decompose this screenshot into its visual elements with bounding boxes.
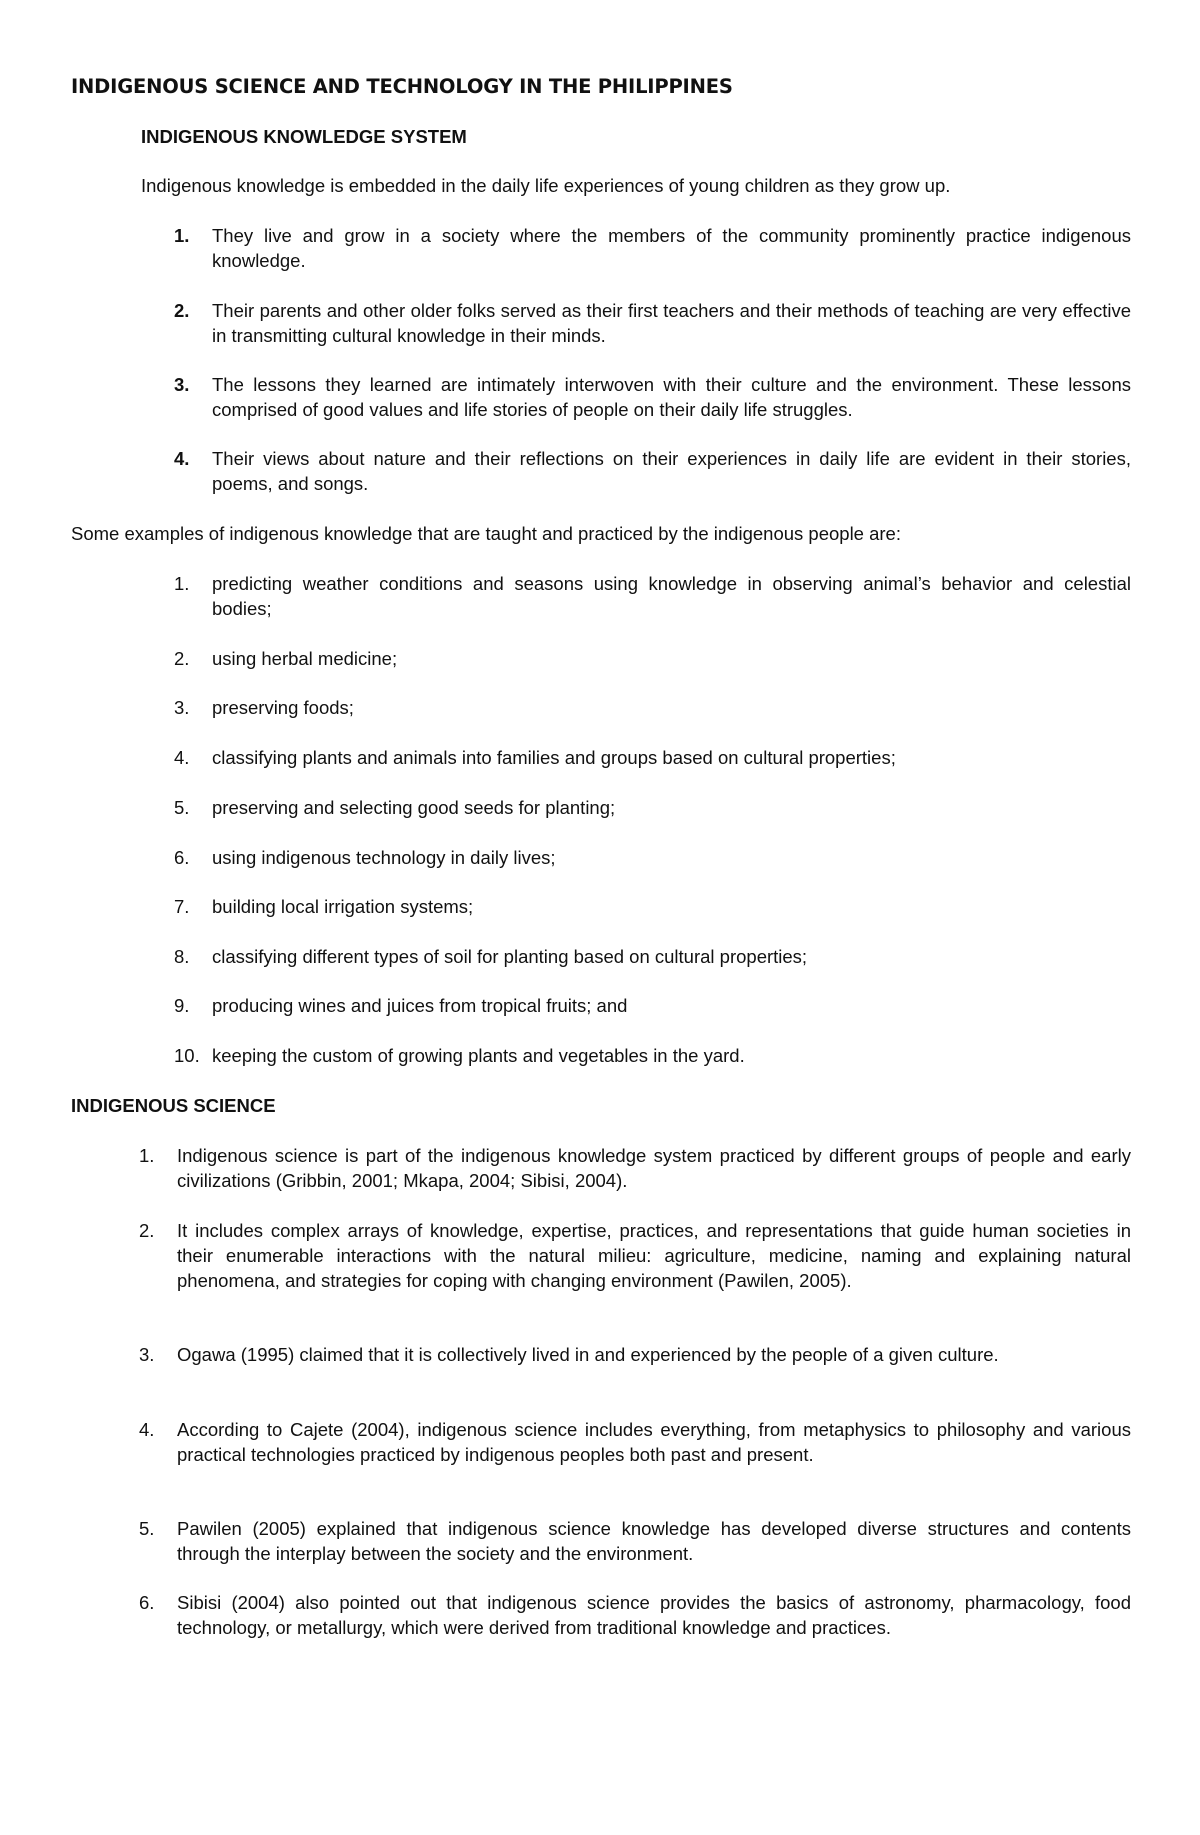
list-text: preserving foods; (212, 697, 354, 718)
list-item (174, 695, 1131, 720)
list-number: 8. (174, 946, 190, 967)
list-text: The lessons they learned are intimately interwoven with their culture and the environment. These lessons comprised of good values and life stories of people on their daily life struggles. (212, 374, 1131, 420)
list-item (174, 372, 1131, 422)
list-number: 2. (174, 648, 190, 669)
list-text: Their views about nature and their reflections on their experiences in daily life are evident in their stories, poems, and songs. (212, 448, 1131, 494)
list-text: They live and grow in a society where the members of the community prominently practice indigenous knowledge. (212, 225, 1131, 271)
document-title: INDIGENOUS SCIENCE AND TECHNOLOGY IN THE PHILIPPINES (71, 75, 733, 98)
list-item (174, 446, 1131, 496)
list-item (139, 1143, 1131, 1193)
list-text: Ogawa (1995) claimed that it is collectively lived in and experienced by the people of a given culture. (177, 1344, 999, 1365)
list-number: 2. (174, 300, 190, 321)
list-number: 2. (139, 1220, 155, 1241)
list-number: 4. (174, 747, 190, 768)
list-text: keeping the custom of growing plants and vegetables in the yard. (212, 1045, 745, 1066)
list-number: 3. (139, 1344, 155, 1365)
section-intro: Indigenous knowledge is embedded in the daily life experiences of young children as they grow up. (141, 175, 951, 196)
list-text: building local irrigation systems; (212, 896, 474, 917)
list-text: classifying plants and animals into families and groups based on cultural properties; (212, 747, 896, 768)
list-text: Indigenous science is part of the indigenous knowledge system practiced by different groups of people and early civilizations (Gribbin, 2001; Mkapa, 2004; Sibisi, 2004). (177, 1145, 1131, 1191)
list-item (174, 1043, 1131, 1068)
list-text: preserving and selecting good seeds for planting; (212, 797, 616, 818)
list-text: classifying different types of soil for planting based on cultural properties; (212, 946, 808, 967)
list-number: 4. (139, 1419, 155, 1440)
list-text: using herbal medicine; (212, 648, 398, 669)
list-item (174, 993, 1131, 1018)
list-number: 1. (139, 1145, 155, 1166)
list-number: 1. (174, 573, 190, 594)
list-number: 3. (174, 374, 190, 395)
list-number: 6. (139, 1592, 155, 1613)
list-item (174, 646, 1131, 671)
list-text: predicting weather conditions and seasons using knowledge in observing animal’s behavior and celestial bodies; (212, 573, 1131, 619)
list-item (174, 223, 1131, 273)
list-item (174, 571, 1131, 621)
list-item (139, 1342, 1131, 1367)
list-text: According to Cajete (2004), indigenous science includes everything, from metaphysics to philosophy and various practical technologies practiced by indigenous peoples both past and present. (177, 1419, 1131, 1465)
list-item (139, 1417, 1131, 1467)
list-item (174, 944, 1131, 969)
list-item (174, 894, 1131, 919)
list-number: 5. (174, 797, 190, 818)
list-item (174, 298, 1131, 348)
examples-intro: Some examples of indigenous knowledge that are taught and practiced by the indigenous people are: (71, 523, 901, 544)
list-item (139, 1516, 1131, 1566)
list-text: Their parents and other older folks served as their first teachers and their methods of teaching are very effective in transmitting cultural knowledge in their minds. (212, 300, 1131, 346)
list-number: 9. (174, 995, 190, 1016)
list-text: Pawilen (2005) explained that indigenous science knowledge has developed diverse structures and contents through the interplay between the society and the environment. (177, 1518, 1131, 1564)
list-text: using indigenous technology in daily lives; (212, 847, 556, 868)
list-number: 10. (174, 1045, 200, 1066)
list-number: 7. (174, 896, 190, 917)
list-text: Sibisi (2004) also pointed out that indigenous science provides the basics of astronomy, pharmacology, food technology, or metallurgy, which were derived from traditional knowledge and practices. (177, 1592, 1131, 1638)
list-number: 4. (174, 448, 190, 469)
list-item (139, 1218, 1131, 1293)
list-text: It includes complex arrays of knowledge, expertise, practices, and representations that guide human societies in their enumerable interactions with the natural milieu: agriculture, medicine, naming and explaining natural phenomena, and strategies for coping with changing environment (Pawilen, 2005). (177, 1220, 1131, 1291)
list-number: 6. (174, 847, 190, 868)
list-item (174, 845, 1131, 870)
list-text: producing wines and juices from tropical fruits; and (212, 995, 628, 1016)
list-item (139, 1590, 1131, 1640)
list-item (174, 745, 1131, 770)
section-heading-indigenous-science: INDIGENOUS SCIENCE (71, 1095, 276, 1116)
list-number: 3. (174, 697, 190, 718)
list-item (174, 795, 1131, 820)
list-number: 5. (139, 1518, 155, 1539)
section-heading-knowledge-system: INDIGENOUS KNOWLEDGE SYSTEM (141, 126, 467, 147)
list-number: 1. (174, 225, 190, 246)
